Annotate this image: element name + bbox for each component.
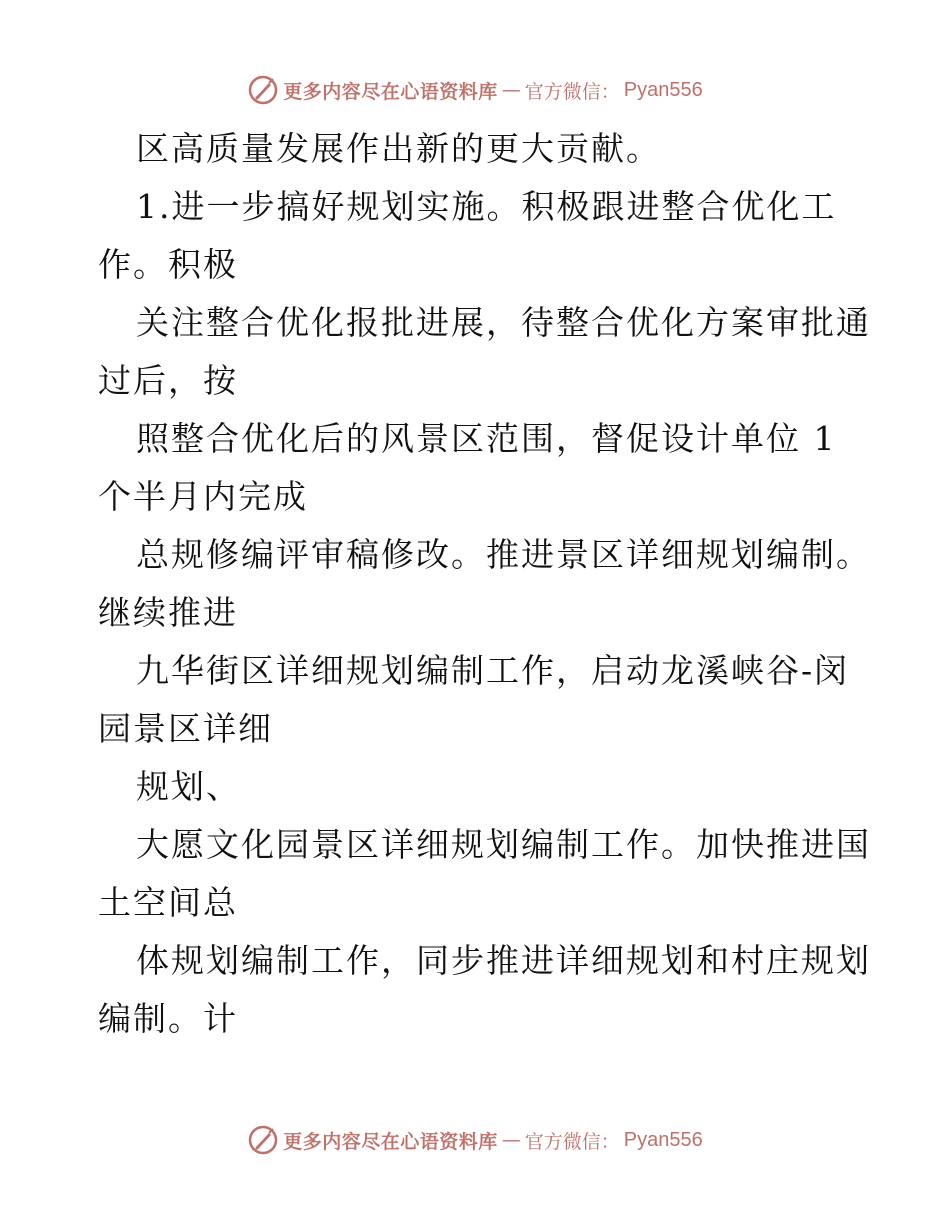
header-slogan: 更多内容尽在心语资料库	[283, 80, 498, 103]
quill-pen-icon	[247, 1124, 279, 1156]
document-body	[98, 120, 871, 1048]
body-line: 土空间总	[98, 883, 238, 922]
body-line: 作。积极	[98, 245, 238, 284]
body-line: 过后，按	[98, 361, 238, 400]
header-brand	[247, 74, 703, 106]
body-line: 关注整合优化报批进展，待整合优化方案审批通	[136, 303, 871, 342]
footer-wechat-id: Pyan556	[623, 1128, 703, 1151]
footer-slogan: 更多内容尽在心语资料库	[283, 1130, 498, 1153]
header-wechat-id: Pyan556	[623, 78, 703, 101]
body-line: 体规划编制工作，同步推进详细规划和村庄规划	[136, 941, 871, 980]
header-separator: —	[501, 79, 521, 101]
body-line: 园景区详细	[98, 709, 273, 748]
body-line: 编制。计	[98, 999, 238, 1038]
quill-pen-icon	[247, 74, 279, 106]
footer-wechat-label: 官方微信：	[524, 1130, 620, 1153]
body-line: 总规修编评审稿修改。推进景区详细规划编制。	[136, 535, 871, 574]
body-line: 规划、	[136, 767, 241, 806]
body-line: 个半月内完成	[98, 477, 308, 516]
footer-brand	[247, 1124, 703, 1156]
footer-separator: —	[501, 1129, 521, 1151]
body-line: 照整合优化后的风景区范围，督促设计单位 1	[136, 419, 837, 458]
body-line: 1.进一步搞好规划实施。积极跟进整合优化工	[136, 187, 837, 226]
body-line: 九华街区详细规划编制工作，启动龙溪峡谷-闵	[136, 651, 850, 690]
header-watermark	[0, 70, 950, 110]
body-line: 继续推进	[98, 593, 238, 632]
body-line: 区高质量发展作出新的更大贡献。	[136, 129, 661, 168]
body-line: 大愿文化园景区详细规划编制工作。加快推进国	[136, 825, 871, 864]
footer-watermark	[0, 1120, 950, 1160]
header-wechat-label: 官方微信：	[524, 80, 620, 103]
